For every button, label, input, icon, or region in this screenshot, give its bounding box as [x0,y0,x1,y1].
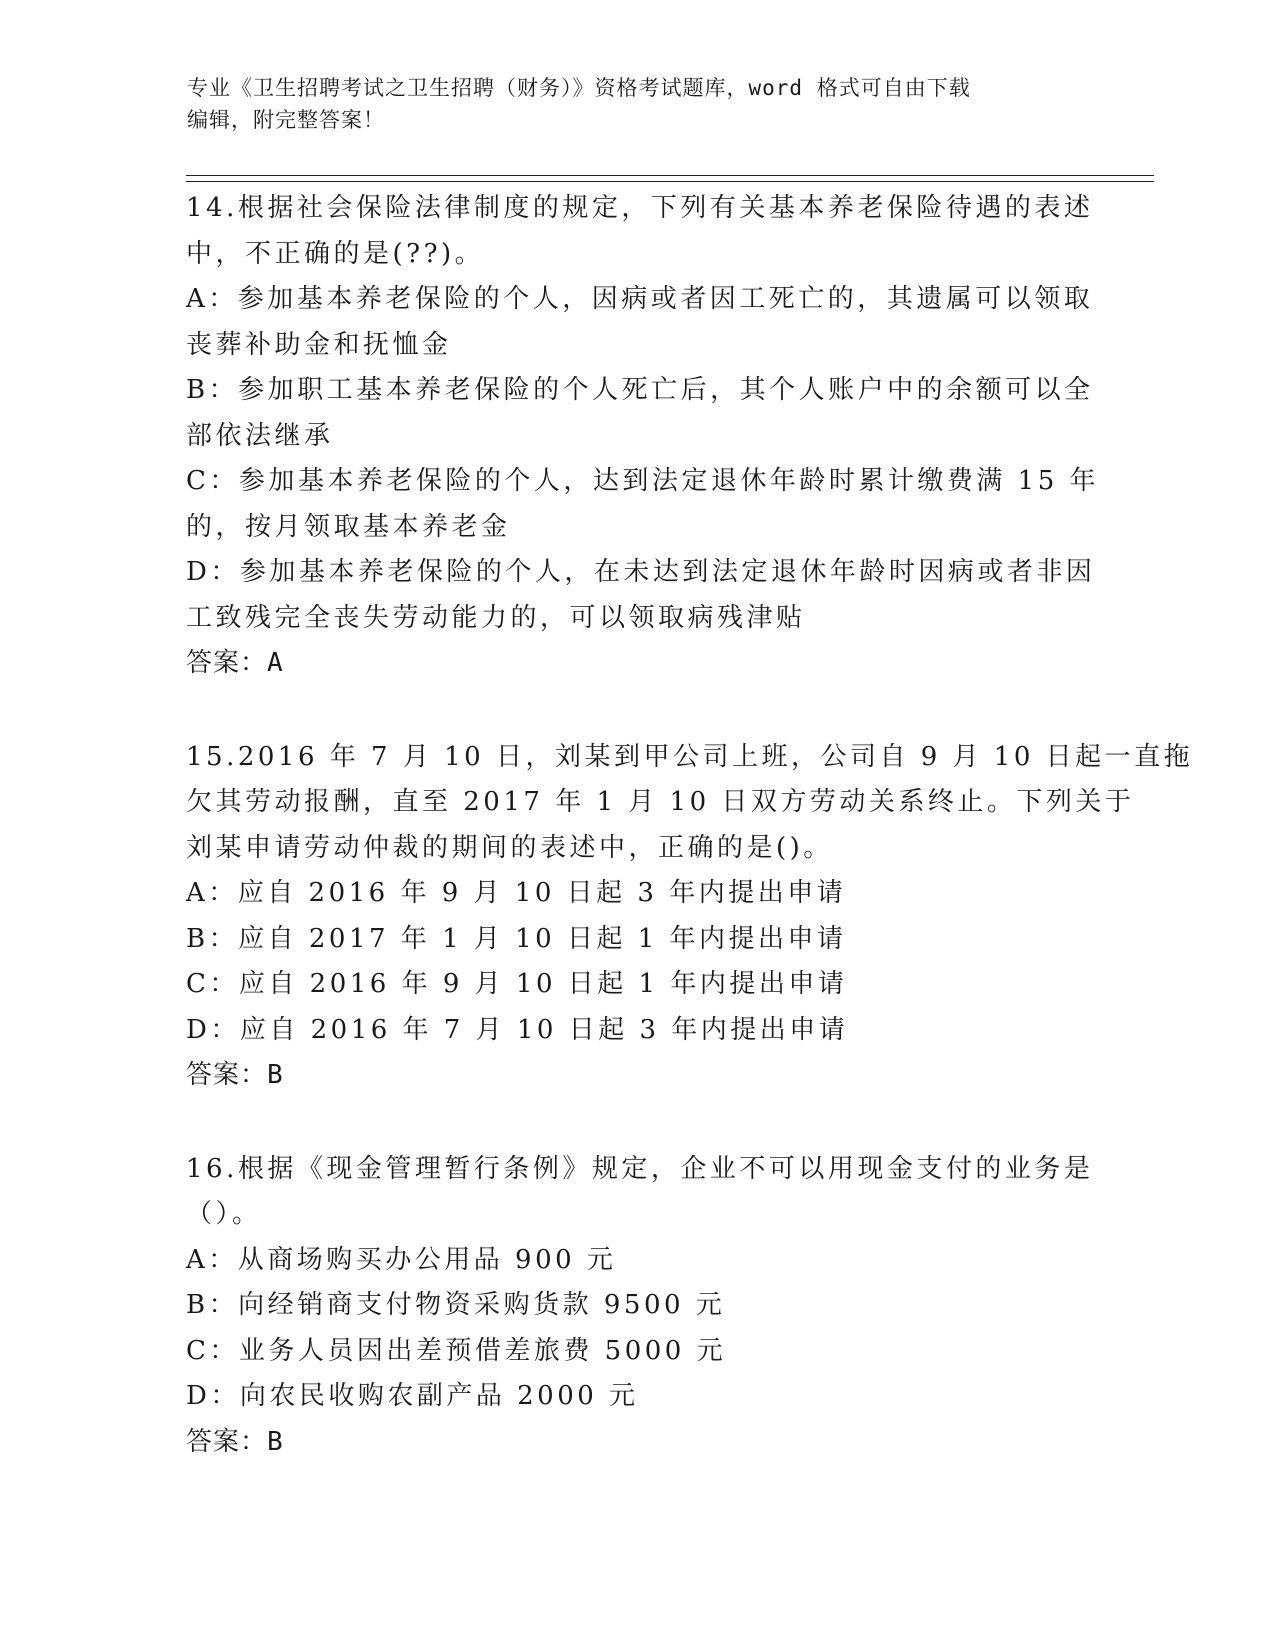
option-b-line: B：参加职工基本养老保险的个人死亡后，其个人账户中的余额可以全 [186,375,1094,405]
question-16 [186,1147,1094,1466]
option-b-line: B：向经销商支付物资采购货款 9500 元 [186,1290,726,1320]
question-stem-line: 欠其劳动报酬，直至 2017 年 1 月 10 日双方劳动关系终止。下列关于 [186,787,1135,817]
header-line-2: 编辑，附完整答案！ [187,108,385,132]
answer-label: 答案：B [186,1426,284,1457]
option-c-line: C：参加基本养老保险的个人，达到法定退休年龄时累计缴费满 15 年 [186,466,1100,496]
option-a-line: 丧葬补助金和抚恤金 [186,329,452,360]
option-d-line: 工致残完全丧失劳动能力的，可以领取病残津贴 [186,602,806,633]
option-c-line: 的，按月领取基本养老金 [186,511,511,542]
question-15 [186,735,1194,1099]
option-d-line: D：向农民收购农副产品 2000 元 [186,1381,639,1411]
header-divider-bottom [186,181,1154,182]
option-a-line: A：参加基本养老保险的个人，因病或者因工死亡的，其遗属可以领取 [186,284,1094,314]
answer-label: 答案：A [186,648,284,678]
option-d-line: D：应自 2016 年 7 月 10 日起 3 年内提出申请 [186,1014,849,1045]
option-b-line: 部依法继承 [186,420,334,451]
option-c-line: C：业务人员因出差预借差旅费 5000 元 [186,1335,727,1366]
header-divider-top [186,175,1154,176]
document-header [187,72,1067,136]
header-line-1: 专业《卫生招聘考试之卫生招聘（财务）》资格考试题库，word 格式可自由下载 [187,76,971,100]
option-a-line: A：从商场购买办公用品 900 元 [186,1244,617,1275]
answer-label: 答案：B [186,1060,284,1090]
option-c-line: C：应自 2016 年 9 月 10 日起 1 年内提出申请 [186,969,848,999]
question-stem-line: 16.根据《现金管理暂行条例》规定，企业不可以用现金支付的业务是 [186,1153,1094,1184]
option-d-line: D：参加基本养老保险的个人，在未达到法定退休年龄时因病或者非因 [186,557,1096,587]
question-stem-line: 15.2016 年 7 月 10 日，刘某到甲公司上班，公司自 9 月 10 日起一直拖 [186,741,1194,772]
question-stem-line: 14.根据社会保险法律制度的规定，下列有关基本养老保险待遇的表述 [186,193,1094,223]
question-stem-line: 刘某申请劳动仲裁的期间的表述中，正确的是()。 [186,832,833,863]
question-list [186,186,1194,1465]
option-a-line: A：应自 2016 年 9 月 10 日起 3 年内提出申请 [186,878,847,908]
question-14 [186,186,1100,687]
question-stem-line: （）。 [186,1199,262,1229]
question-stem-line: 中，不正确的是(??)。 [186,238,485,269]
option-b-line: B：应自 2017 年 1 月 10 日起 1 年内提出申请 [186,923,847,954]
